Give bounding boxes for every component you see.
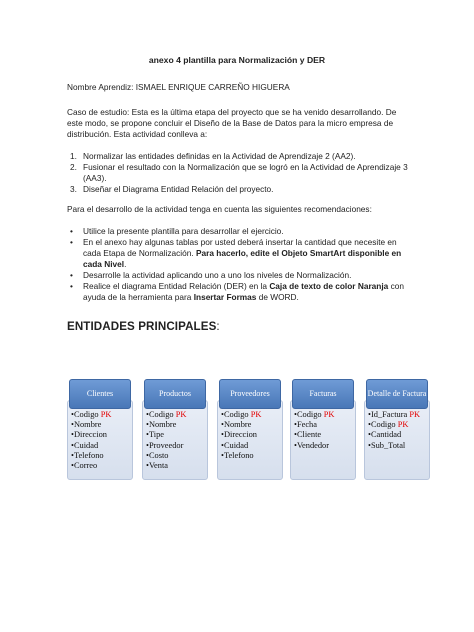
entity-header: Facturas bbox=[292, 379, 354, 409]
entity-header: Detalle de Factura bbox=[366, 379, 428, 409]
step-item: 2. Fusionar el resultado con la Normalización que se logró en la Actividad de Aprendizaje 3 (AA3). bbox=[70, 161, 408, 183]
entity-card bbox=[217, 379, 283, 460]
case-study-paragraph: Caso de estudio: Esta es la última etapa del proyecto que se ha venido desarrollando. De este modo, se propone concluir el Diseño de la Base de Datos para la micro empresa de distribución. Esta actividad conlleva a: bbox=[67, 107, 397, 139]
entity-fields bbox=[142, 400, 208, 480]
field-item: •Codigo PK bbox=[146, 410, 187, 419]
document-title: anexo 4 plantilla para Normalización y DER bbox=[148, 55, 326, 65]
field-item: •Codigo PK bbox=[294, 410, 335, 419]
entity-header: Clientes bbox=[69, 379, 131, 409]
field-item: •Cliente bbox=[294, 430, 322, 440]
recommendation-item: • Utilice la presente plantilla para desarrollar el ejercicio. bbox=[70, 226, 284, 236]
field-item: •Nombre bbox=[71, 420, 102, 430]
field-item: •Codigo PK bbox=[368, 420, 409, 430]
recommendation-item: • En el anexo hay algunas tablas por usted deberá insertar la cantidad que necesite en cada Etapa de Normalización. Para hacerlo, edite el Objeto SmartArt disponible en cada Nivel. bbox=[70, 236, 402, 269]
entity-card bbox=[364, 379, 430, 450]
recommendation-item: • Realice el diagrama Entidad Relación (DER) en la Caja de texto de color Naranja con ayuda de la herramienta para Insertar Formas de WORD. bbox=[70, 280, 404, 302]
field-item: •Telefono bbox=[71, 450, 104, 460]
entity-card bbox=[142, 379, 208, 471]
field-item: •Nombre bbox=[221, 420, 252, 430]
field-item: •Cuidad bbox=[221, 440, 249, 450]
field-item: •Vendedor bbox=[294, 440, 330, 450]
field-item: •Venta bbox=[146, 461, 169, 471]
field-item: •Proveedor bbox=[146, 440, 184, 450]
field-item: •Costo bbox=[146, 450, 169, 460]
recommendations-list bbox=[67, 226, 412, 303]
entities-smartart bbox=[67, 379, 433, 481]
field-item: •Nombre bbox=[146, 420, 177, 430]
entity-fields bbox=[364, 400, 430, 480]
entity-fields bbox=[217, 400, 283, 480]
field-item: •Codigo PK bbox=[221, 410, 262, 419]
field-item: •Correo bbox=[71, 461, 98, 471]
steps-list bbox=[67, 151, 412, 195]
entity-card bbox=[290, 379, 356, 450]
field-item: •Direccion bbox=[221, 430, 257, 440]
entities-heading: ENTIDADES PRINCIPALES: bbox=[67, 320, 220, 333]
entity-card bbox=[67, 379, 133, 471]
recommendations-intro: Para el desarrollo de la actividad tenga en cuenta las siguientes recomendaciones: bbox=[67, 204, 372, 214]
recommendation-item: • Desarrolle la actividad aplicando uno a uno los niveles de Normalización. bbox=[70, 269, 352, 280]
step-item: 1. Normalizar las entidades definidas en la Actividad de Aprendizaje 2 (AA2). bbox=[70, 151, 356, 161]
field-item: •Cuidad bbox=[71, 440, 99, 450]
entity-fields bbox=[290, 400, 356, 480]
field-item: •Sub_Total bbox=[368, 440, 406, 450]
field-item: •Direccion bbox=[71, 430, 107, 440]
field-item: •Codigo PK bbox=[71, 410, 112, 419]
apprentice-name: Nombre Aprendiz: ISMAEL ENRIQUE CARREÑO HIGUERA bbox=[67, 82, 290, 92]
field-item: •Tipe bbox=[146, 430, 164, 440]
step-item: 3. Diseñar el Diagrama Entidad Relación del proyecto. bbox=[70, 183, 274, 194]
field-item: •Fecha bbox=[294, 420, 317, 430]
field-item: •Id_Factura PK bbox=[368, 410, 421, 419]
entity-header: Proveedores bbox=[219, 379, 281, 409]
entity-header: Productos bbox=[144, 379, 206, 409]
field-item: •Telefono bbox=[221, 450, 254, 460]
field-item: •Cantidad bbox=[368, 430, 402, 440]
entity-fields bbox=[67, 400, 133, 480]
